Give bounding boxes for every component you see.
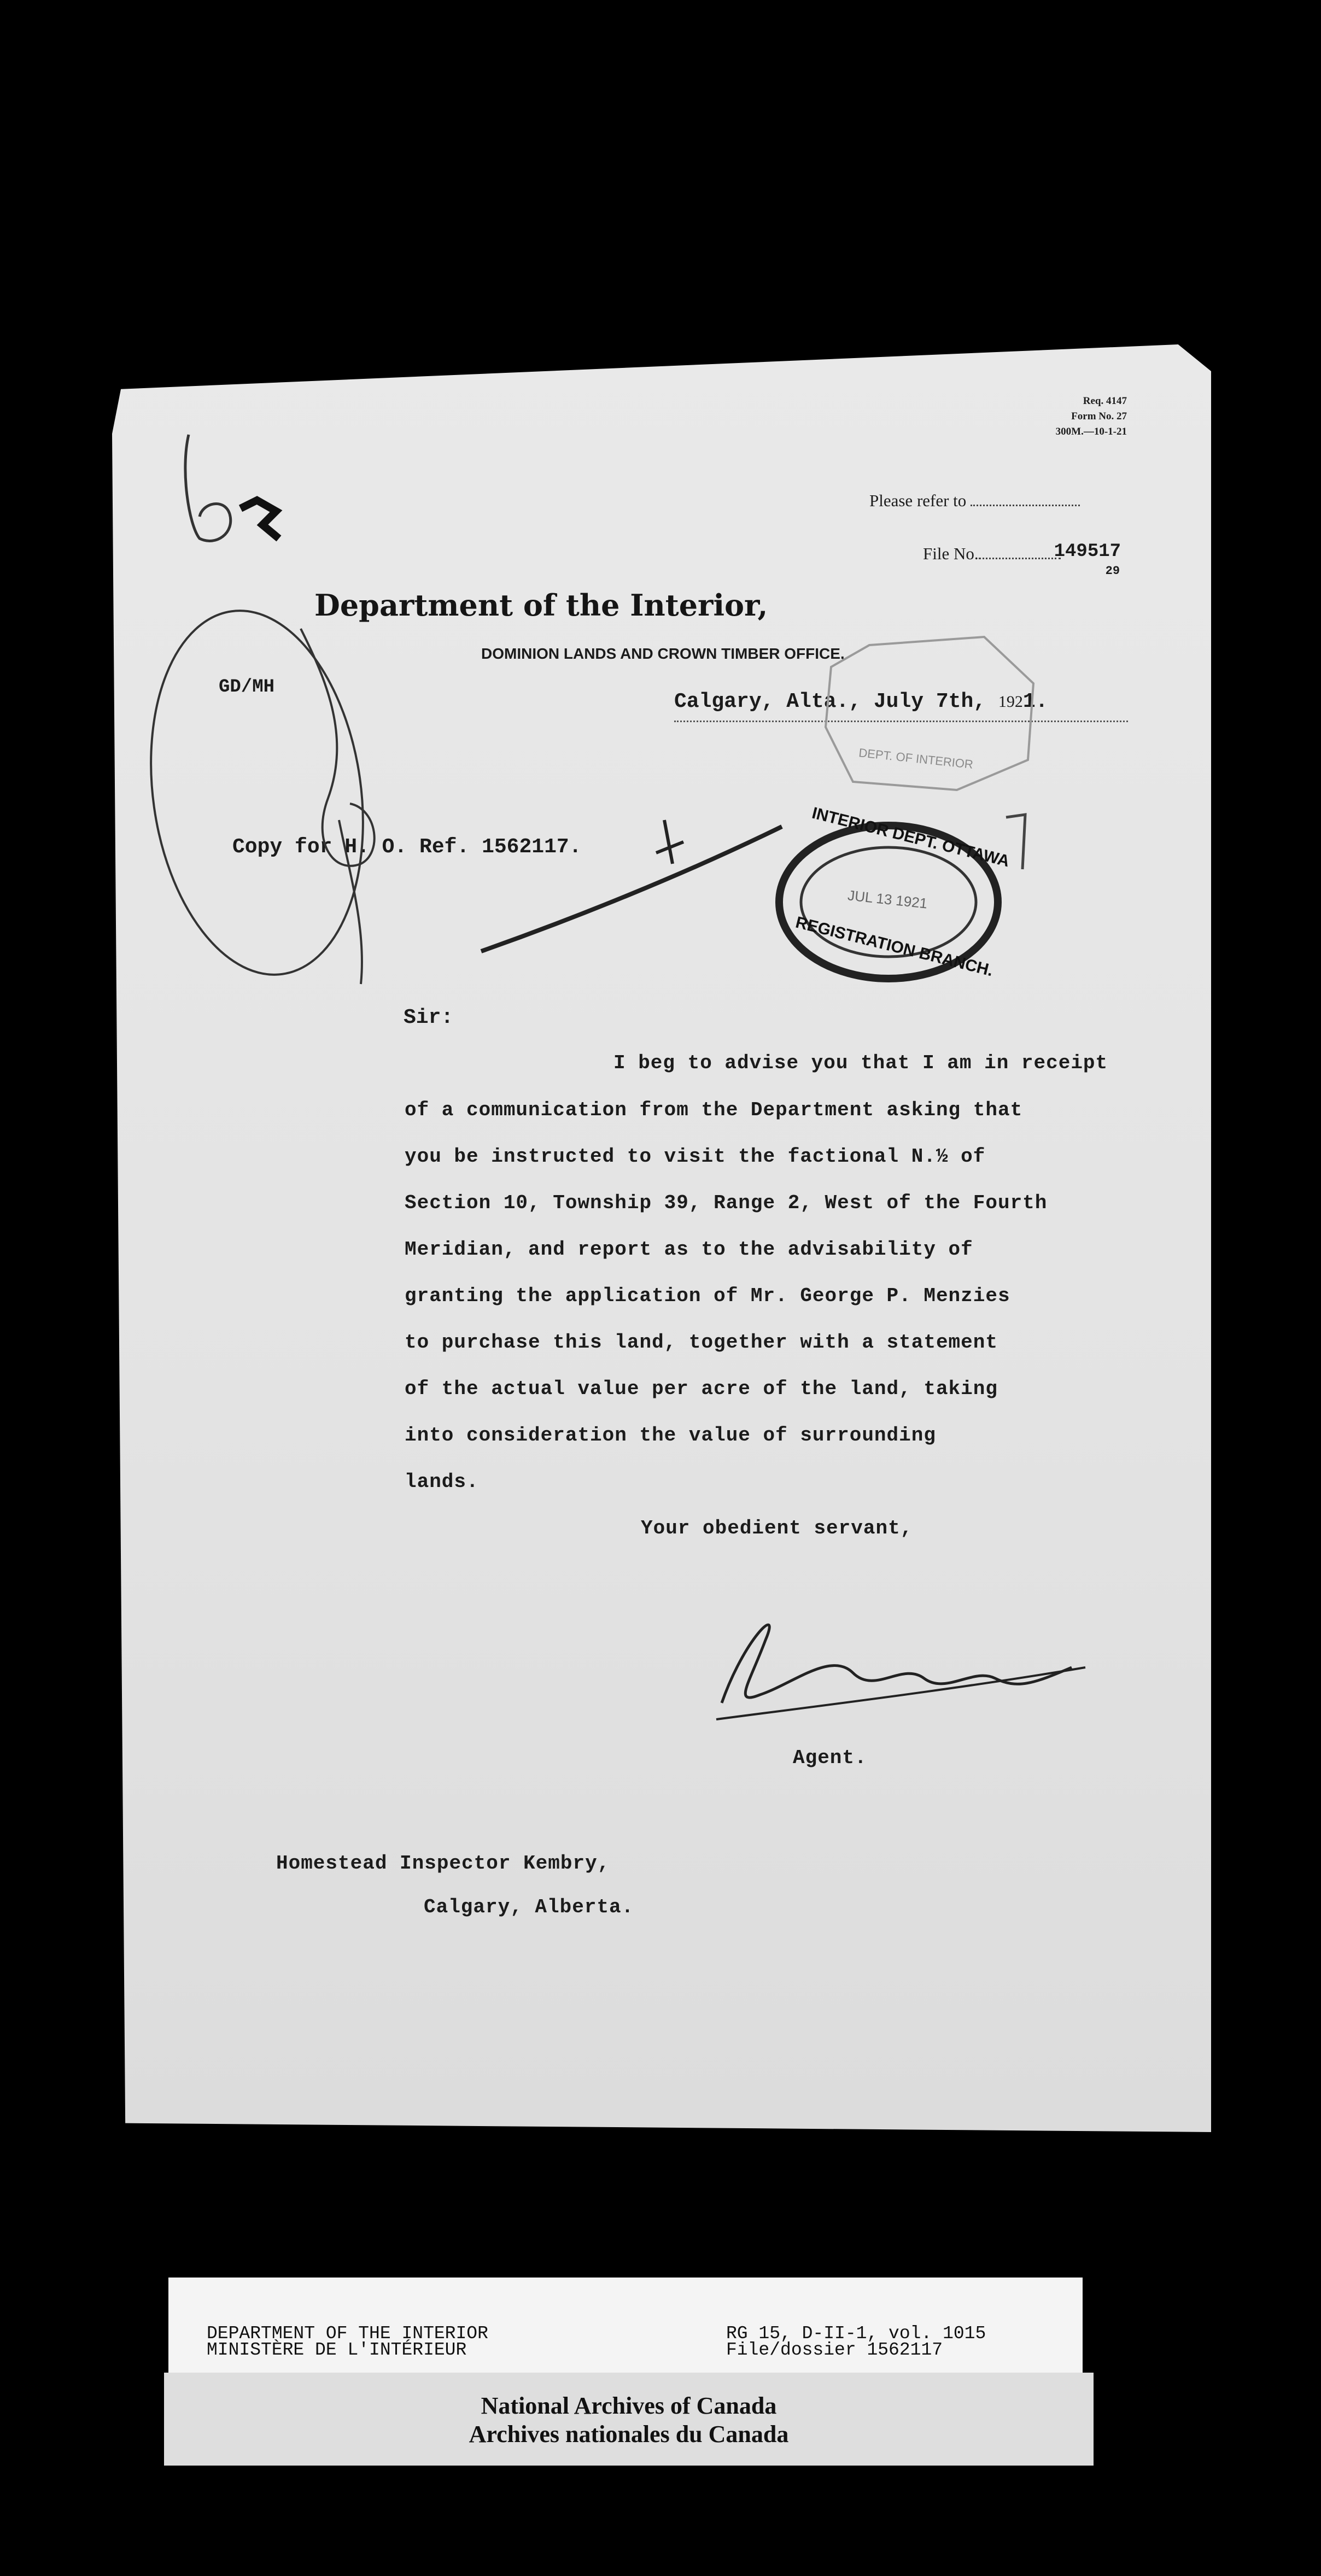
archive-institution — [164, 2392, 1094, 2449]
office-heading: DOMINION LANDS AND CROWN TIMBER OFFICE, — [481, 645, 845, 662]
form-number: Form No. 27 — [1071, 411, 1127, 422]
typist-initials: GD/MH — [219, 677, 275, 698]
file-number-suffix: 29 — [1105, 564, 1120, 578]
archive-label — [168, 2278, 1083, 2373]
body-line-1: I beg to advise you that I am in receipt — [613, 1052, 1108, 1074]
stamp-top-text: INTERIOR DEPT. OTTAWA — [810, 804, 1012, 871]
file-number-value: 149517 — [1054, 541, 1121, 562]
please-refer-label: Please refer to — [869, 491, 967, 510]
date-place: Calgary, Alta., July 7th, — [674, 690, 986, 713]
body-line-8: of the actual value per acre of the land, taking — [405, 1378, 998, 1400]
copy-reference: Copy for H. O. Ref. 1562117. — [232, 835, 582, 859]
archive-file-ref: File/dossier 1562117 — [726, 2340, 943, 2360]
archive-dept-en: DEPARTMENT OF THE INTERIOR — [207, 2323, 488, 2344]
stamp-bottom-text: REGISTRATION BRANCH. — [793, 913, 995, 980]
archive-name-fr: Archives nationales du Canada — [469, 2421, 789, 2448]
body-line-7: to purchase this land, together with a statement — [405, 1331, 998, 1354]
body-line-3: you be instructed to visit the factional N.½ of — [405, 1145, 986, 1168]
archive-rg-ref: RG 15, D-II-1, vol. 1015 — [726, 2323, 986, 2344]
archive-name-en: National Archives of Canada — [481, 2392, 777, 2419]
closing: Your obedient servant, — [641, 1517, 913, 1539]
date-year-prefix: 192 — [998, 693, 1023, 711]
archive-dept-fr: MINISTÈRE DE L'INTÉRIEUR — [207, 2340, 467, 2360]
signature-title: Agent. — [793, 1747, 867, 1769]
archive-department — [207, 2323, 488, 2360]
body-line-6: granting the application of Mr. George P. Menzies — [405, 1285, 1010, 1307]
addressee-city: Calgary, Alberta. — [424, 1896, 634, 1918]
date-year-suffix: 1. — [1022, 690, 1048, 713]
body-line-4: Section 10, Township 39, Range 2, West of the Fourth — [405, 1192, 1048, 1214]
body-line-10: lands. — [405, 1471, 479, 1493]
body-line-5: Meridian, and report as to the advisability of — [405, 1238, 973, 1261]
faint-stamp-text: DEPT. OF INTERIOR — [858, 746, 974, 771]
department-heading: Department of the Interior, — [314, 588, 768, 623]
body-line-9: into consideration the value of surrounding — [405, 1424, 936, 1447]
body-line-2: of a communication from the Department asking that — [405, 1099, 1023, 1121]
file-number-label: File No. — [923, 544, 979, 563]
archive-institution-label — [164, 2373, 1094, 2466]
salutation: Sir: — [404, 1006, 454, 1029]
addressee-name: Homestead Inspector Kembry, — [276, 1852, 610, 1875]
archive-reference — [726, 2323, 986, 2360]
stamp-date: JUL 13 1921 — [846, 887, 928, 912]
print-code: 300M.—10-1-21 — [1055, 426, 1127, 437]
req-number: Req. 4147 — [1083, 395, 1127, 407]
